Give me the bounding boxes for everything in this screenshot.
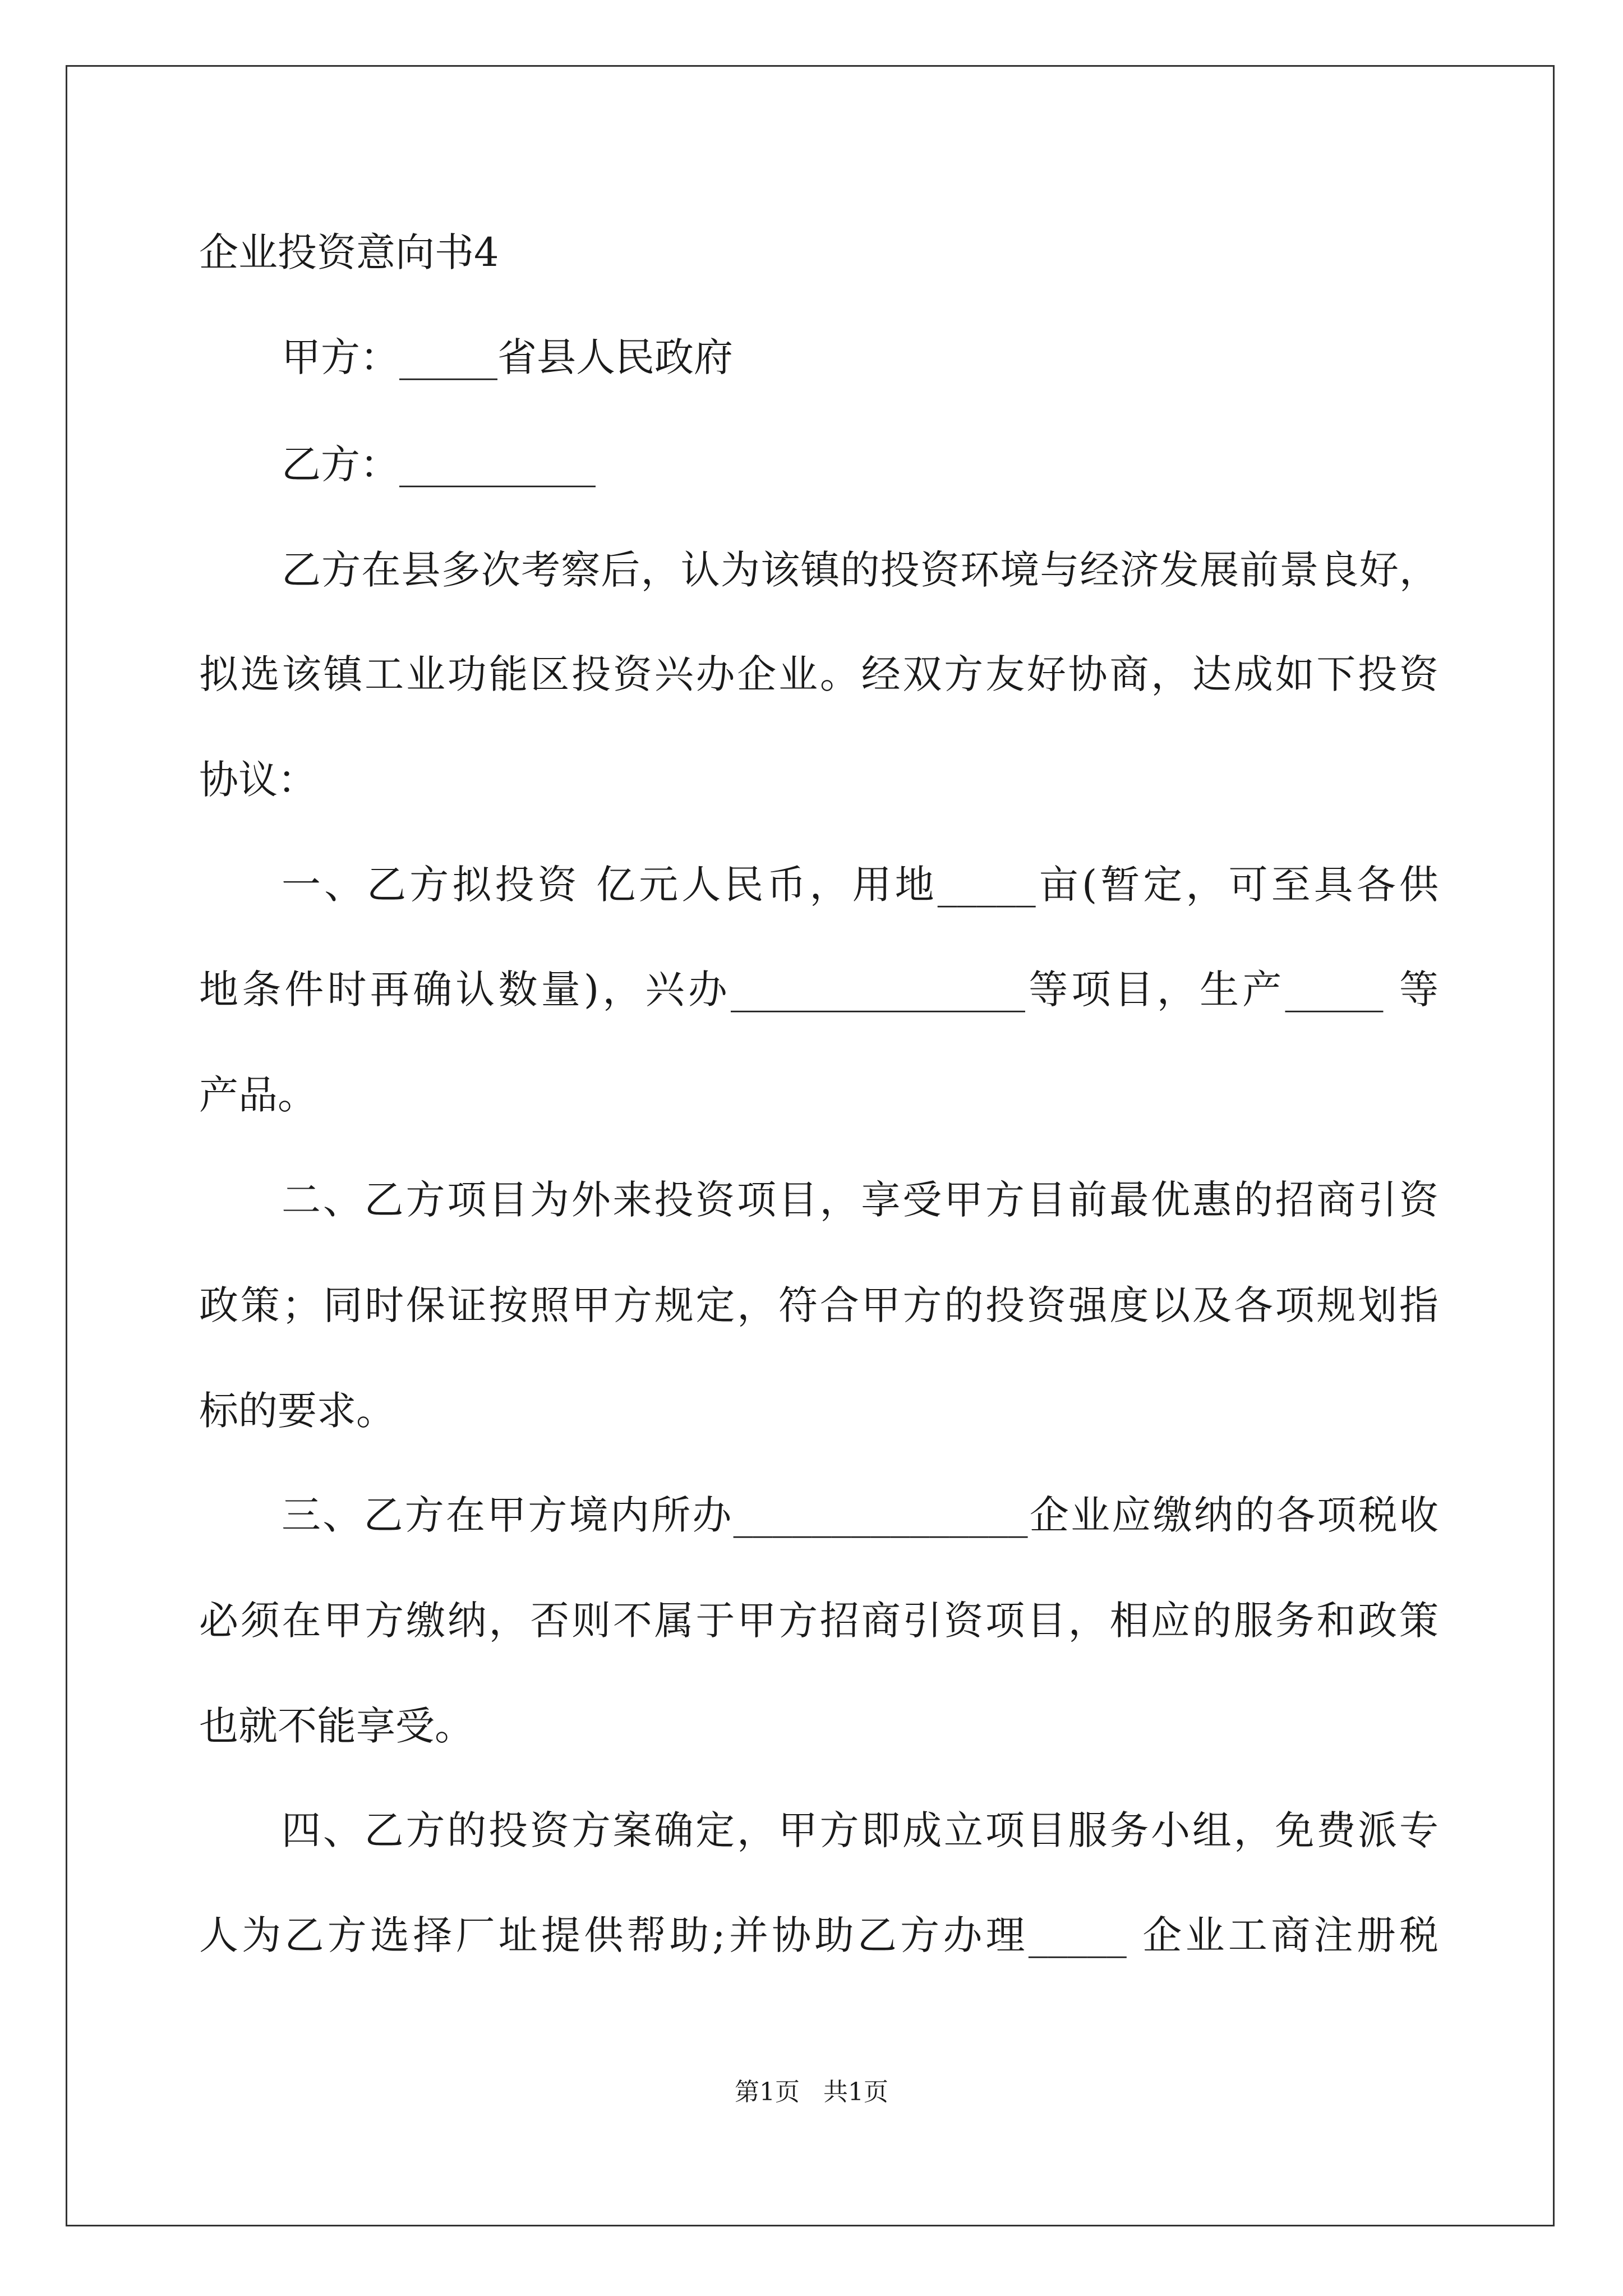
party-a-line: 甲方：_____省县人民政府 bbox=[282, 334, 733, 380]
clause-1-line-1: 一、乙方拟投资 亿元人民币，用地_____亩(暂定，可至具各供 bbox=[282, 862, 1438, 908]
clause-3-line-1: 三、乙方在甲方境内所办_______________企业应缴纳的各项税收 bbox=[282, 1492, 1438, 1538]
clause-2-line-3: 标的要求。 bbox=[199, 1388, 395, 1434]
page-border bbox=[66, 65, 1555, 2226]
clause-1-line-2: 地条件时再确认数量)，兴办_______________等项目，生产_____ 等 bbox=[199, 967, 1438, 1013]
document-title: 企业投资意向书4 bbox=[199, 229, 499, 275]
clause-1-line-3: 产品。 bbox=[199, 1072, 317, 1118]
clause-3-line-3: 也就不能享受。 bbox=[199, 1703, 474, 1749]
intro-line-2: 拟选该镇工业功能区投资兴办企业。经双方友好协商，达成如下投资 bbox=[199, 651, 1438, 697]
intro-line-3: 协议： bbox=[199, 757, 317, 803]
intro-line-1: 乙方在县多次考察后，认为该镇的投资环境与经济发展前景良好， bbox=[282, 547, 1438, 593]
clause-2-line-1: 二、乙方项目为外来投资项目，享受甲方目前最优惠的招商引资 bbox=[282, 1177, 1438, 1223]
clause-3-line-2: 必须在甲方缴纳，否则不属于甲方招商引资项目，相应的服务和政策 bbox=[199, 1598, 1438, 1644]
clause-4-line-1: 四、乙方的投资方案确定，甲方即成立项目服务小组，免费派专 bbox=[282, 1807, 1438, 1853]
clause-4-line-2: 人为乙方选择厂址提供帮助;并协助乙方办理_____ 企业工商注册税 bbox=[199, 1912, 1438, 1958]
party-b-line: 乙方：__________ bbox=[282, 441, 596, 487]
page-footer: 第1页 共1页 bbox=[735, 2078, 888, 2106]
clause-2-line-2: 政策；同时保证按照甲方规定，符合甲方的投资强度以及各项规划指 bbox=[199, 1282, 1438, 1328]
